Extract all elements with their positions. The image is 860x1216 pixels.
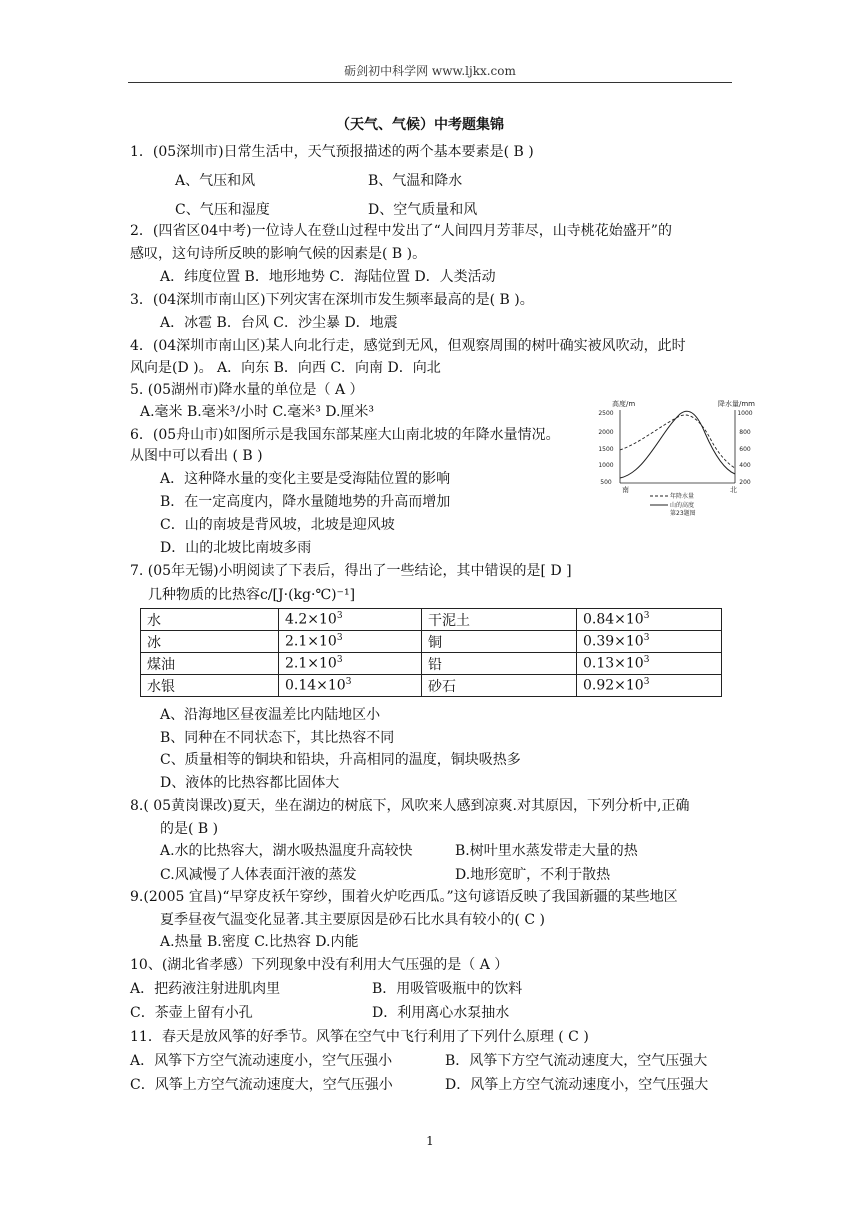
specific-heat-table [140,608,722,697]
table-cell: $0.92\times 10^3$ [577,675,722,697]
figure-south: 南 [622,486,629,494]
question-3: 3．(04深圳市南山区)下列灾害在深圳市发生频率最高的是( B )。 [130,292,534,308]
question-5: 5. (05湖州市)降水量的单位是（ A ） [130,382,364,398]
q3-options: A．冰雹 B．台风 C．沙尘暴 D．地震 [160,315,398,331]
q10-option-d: D．利用离心水泵抽水 [372,1005,510,1021]
q9-options: A.热量 B.密度 C.比热容 D.内能 [160,934,359,950]
q6-option-b: B．在一定高度内，降水量随地势的升高而增加 [160,494,451,510]
q2-options: A．纬度位置 B．地形地势 C．海陆位置 D．人类活动 [160,269,496,285]
q11-option-d: D．风筝上方空气流动速度小，空气压强大 [445,1077,709,1093]
page-header: 砺剑初中科学网 www.ljkx.com [344,64,516,78]
question-7: 7. (05年无锡)小明阅读了下表后，得出了一些结论，其中错误的是[ D ] [130,563,572,579]
table-cell: 铜 [422,631,577,653]
table-cell: 水银 [141,675,279,697]
q1-option-b: B、气温和降水 [368,173,463,189]
question-4-line1: 4．(04深圳市南山区)某人向北行走，感觉到无风，但观察周围的树叶确实被风吹动，此时 [130,338,686,354]
left-tick: 500 [600,479,612,486]
q6-option-d: D．山的北坡比南坡多雨 [160,540,312,556]
table-cell: 砂石 [422,675,577,697]
q7-option-b: B、同种在不同状态下，其比热容不同 [160,730,395,746]
header-rule [128,82,732,83]
q7-option-d: D、液体的比热容都比固体大 [160,775,340,791]
right-tick: 1000 [737,410,753,417]
q1-option-d: D、空气质量和风 [368,202,478,218]
table-cell: $2.1\times 10^3$ [279,653,422,675]
q8-option-b: B.树叶里水蒸发带走大量的热 [455,843,638,859]
table-cell: $0.84\times 10^3$ [577,609,722,631]
table-cell: 煤油 [141,653,279,675]
q10-option-c: C．茶壶上留有小孔 [130,1005,253,1021]
q6-option-a: A．这种降水量的变化主要是受海陆位置的影响 [160,471,451,487]
figure-north: 北 [730,486,737,494]
q10-option-a: A．把药液注射进肌肉里 [130,981,281,997]
question-4-line2: 风向是(D )。 A．向东 B．向西 C．向南 D．向北 [130,360,441,376]
table-caption: 几种物质的比热容c/[J·(kg·℃)⁻¹] [148,587,356,603]
table-cell: 干泥土 [422,609,577,631]
q7-option-a: A、沿海地区昼夜温差比内陆地区小 [160,707,381,723]
figure-legend-rain: 年降水量 [670,493,695,500]
q11-option-c: C．风筝上方空气流动速度大，空气压强小 [130,1077,393,1093]
left-tick: 2500 [598,410,614,417]
left-tick: 2000 [598,429,614,436]
table-cell: 水 [141,609,279,631]
table-cell: $0.13\times 10^3$ [577,653,722,675]
question-6-line1: 6．(05舟山市)如图所示是我国东部某座大山南北坡的年降水量情况。 [130,427,560,443]
table-cell: $4.2\times 10^3$ [279,609,422,631]
q7-option-c: C、质量相等的铜块和铅块，升高相同的温度，铜块吸热多 [160,752,521,768]
table-cell: $0.39\times 10^3$ [577,631,722,653]
precipitation-line [620,415,735,468]
question-8-line1: 8.( 05黄岗课改)夏天，坐在湖边的树底下，风吹来人感到凉爽.对其原因，下列分析中,正确 [130,798,690,814]
question-8-line2: 的是( B ) [160,821,219,837]
right-tick: 200 [739,479,751,486]
mountain-height-line [620,411,735,478]
question-1: 1．(05深圳市)日常生活中，天气预报描述的两个基本要素是( B ) [130,144,534,160]
figure-caption: 第23题图 [670,510,696,516]
q5-options: A.毫米 B.毫米³/小时 C.毫米³ D.厘米³ [140,404,375,420]
q11-option-a: A．风筝下方空气流动速度小，空气压强小 [130,1053,393,1069]
table-row [141,631,722,653]
question-10: 10、(湖北省孝感）下列现象中没有利用大气压强的是（ A ） [130,957,509,973]
table-row [141,653,722,675]
table-cell: $2.1\times 10^3$ [279,631,422,653]
page-number: 1 [426,1134,434,1148]
q6-option-c: C．山的南坡是背风坡，北坡是迎风坡 [160,517,395,533]
q1-option-c: C、气压和湿度 [175,202,270,218]
figure-legend-height: 山的高度 [670,502,695,509]
q11-option-b: B．风筝下方空气流动速度大，空气压强大 [445,1053,708,1069]
table-row [141,675,722,697]
precipitation-figure [590,398,770,516]
right-tick: 800 [739,429,751,436]
q10-option-b: B．用吸管吸瓶中的饮料 [372,981,523,997]
table-cell: 铅 [422,653,577,675]
left-tick: 1000 [598,462,614,469]
question-9-line2: 夏季昼夜气温变化显著.其主要原因是砂石比水具有较小的( C ) [160,912,545,928]
question-6-line2: 从图中可以看出 ( B ) [130,448,263,464]
q8-option-a: A.水的比热容大，湖水吸热温度升高较快 [160,843,413,859]
question-9-line1: 9.(2005 宜昌)“早穿皮袄午穿纱，围着火炉吃西瓜。”这句谚语反映了我国新疆的某些地区 [130,889,678,905]
question-2-line2: 感叹，这句诗所反映的影响气候的因素是( B )。 [130,246,427,262]
q8-option-d: D.地形宽旷，不利于散热 [455,867,611,883]
table-row [141,609,722,631]
left-tick: 1500 [598,446,614,453]
right-tick: 600 [739,446,751,453]
q1-option-a: A、气压和风 [175,173,256,189]
doc-title: （天气、气候）中考题集锦 [336,117,504,133]
right-tick: 400 [739,462,751,469]
q8-option-c: C.风减慢了人体表面汗液的蒸发 [160,867,357,883]
question-2-line1: 2．(四省区04中考)一位诗人在登山过程中发出了“人间四月芳菲尽，山寺桃花始盛开”的 [130,223,672,239]
table-cell: $0.14\times 10^3$ [279,675,422,697]
table-cell: 冰 [141,631,279,653]
figure-right-label: 降水量/mm [718,400,755,408]
question-11: 11．春天是放风筝的好季节。风筝在空气中飞行利用了下列什么原理 ( C ) [130,1029,589,1045]
figure-left-label: 高度/m [612,400,636,408]
